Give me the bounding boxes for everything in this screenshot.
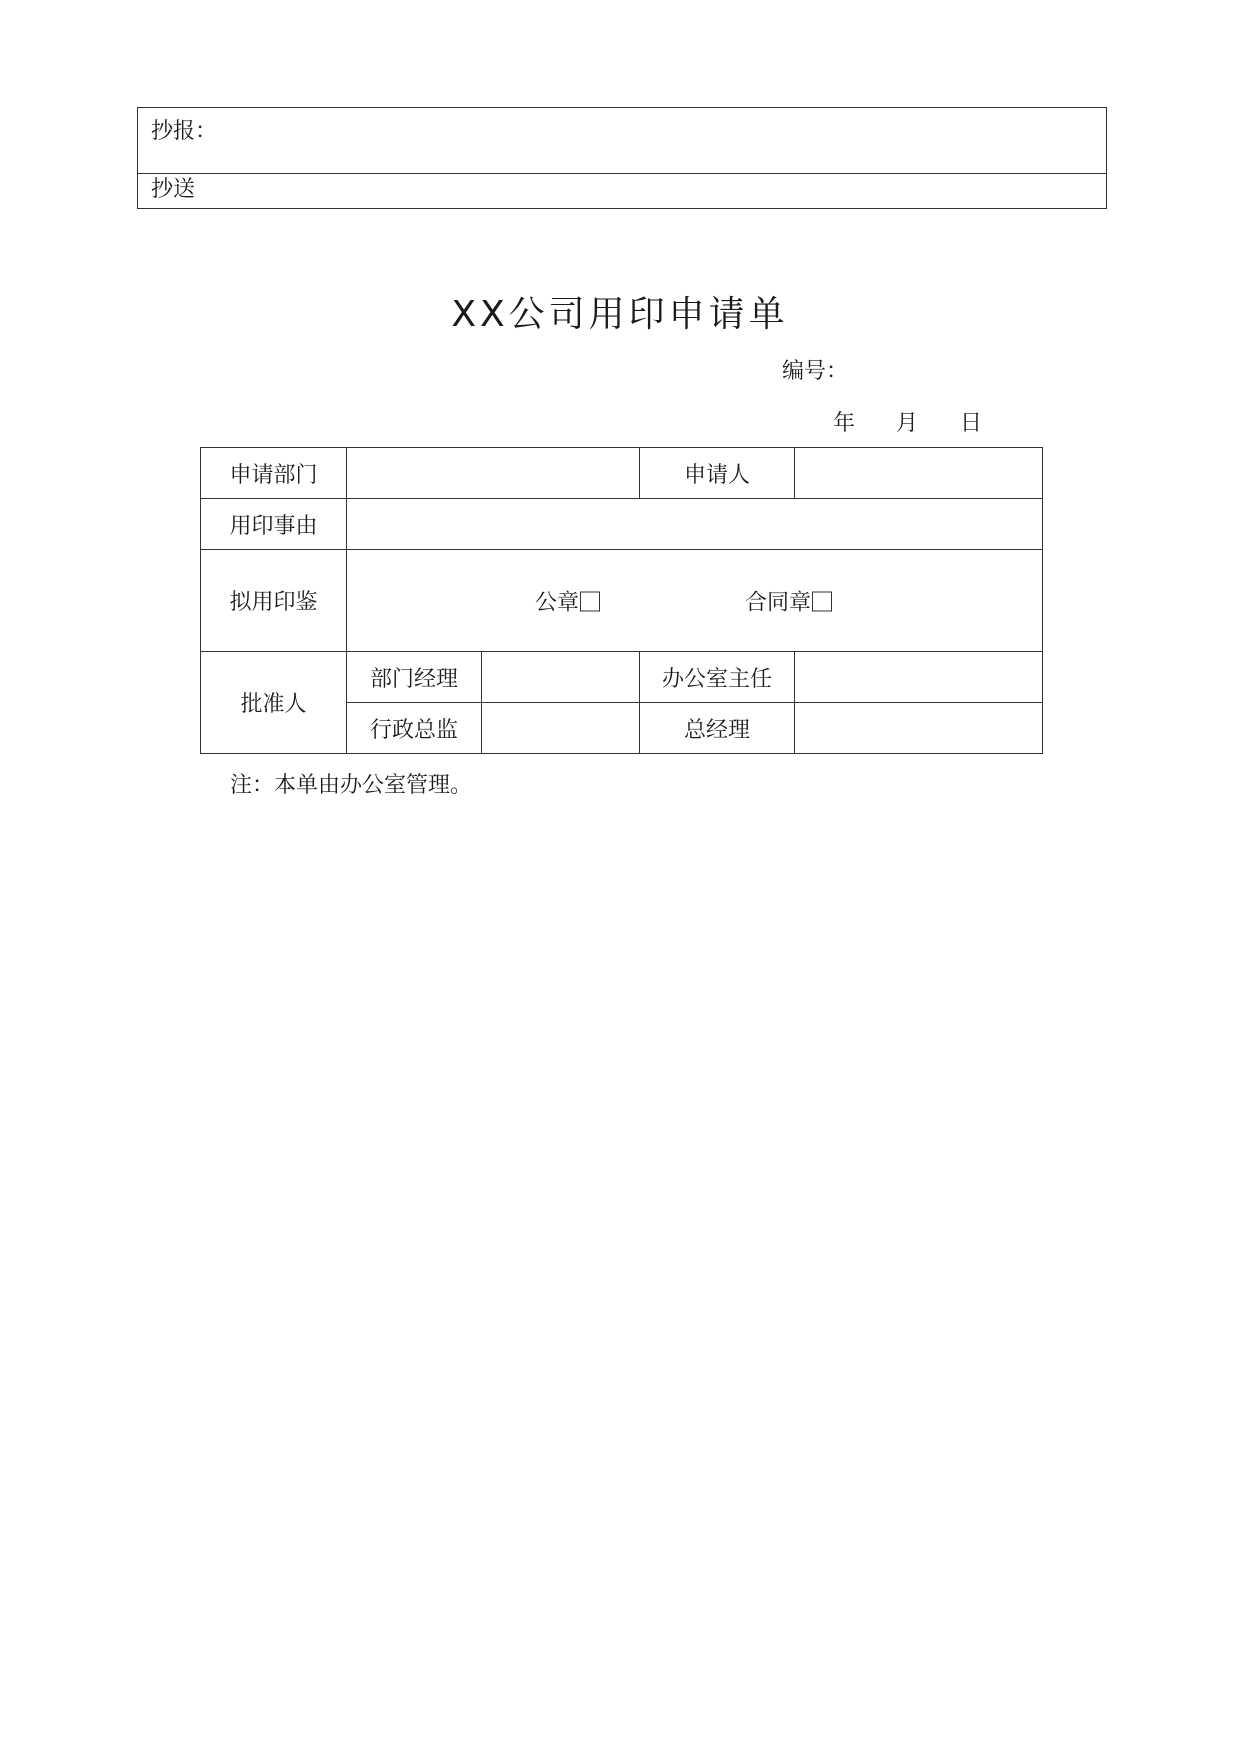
admin-director-label: 行政总监 — [347, 703, 482, 754]
date-day-label: 日 — [960, 411, 983, 436]
general-manager-signature-field[interactable] — [795, 703, 1043, 754]
form-title: XX公司用印申请单 — [451, 294, 789, 335]
general-manager-label: 总经理 — [640, 703, 795, 754]
approver-label: 批准人 — [201, 652, 347, 754]
seal-options-cell — [347, 550, 1043, 652]
copy-to-label: 抄送 — [151, 177, 196, 202]
distribution-table — [137, 107, 1107, 209]
apply-dept-label: 申请部门 — [201, 448, 347, 499]
dept-manager-signature-field[interactable] — [482, 652, 640, 703]
official-seal-checkbox[interactable] — [580, 591, 600, 611]
seal-application-table — [200, 447, 1043, 754]
office-director-label: 办公室主任 — [640, 652, 795, 703]
reason-label: 用印事由 — [201, 499, 347, 550]
official-seal-label: 公章 — [535, 590, 580, 615]
office-director-signature-field[interactable] — [795, 652, 1043, 703]
date-year-label: 年 — [833, 411, 856, 436]
report-to-row[interactable] — [138, 108, 1106, 174]
footnote: 注：本单由办公室管理。 — [230, 773, 473, 798]
admin-director-signature-field[interactable] — [482, 703, 640, 754]
contract-seal-checkbox[interactable] — [812, 591, 832, 611]
serial-number-label: 编号： — [782, 359, 849, 384]
copy-to-row[interactable] — [138, 174, 1106, 208]
seal-type-label: 拟用印鉴 — [201, 550, 347, 652]
applicant-field[interactable] — [795, 448, 1043, 499]
reason-field[interactable] — [347, 499, 1043, 550]
report-to-label: 抄报： — [151, 119, 218, 144]
official-seal-option[interactable] — [535, 585, 600, 616]
apply-dept-field[interactable] — [347, 448, 640, 499]
dept-manager-label: 部门经理 — [347, 652, 482, 703]
contract-seal-option[interactable] — [745, 585, 832, 616]
applicant-label: 申请人 — [640, 448, 795, 499]
date-month-label: 月 — [896, 411, 919, 436]
contract-seal-label: 合同章 — [745, 590, 812, 615]
